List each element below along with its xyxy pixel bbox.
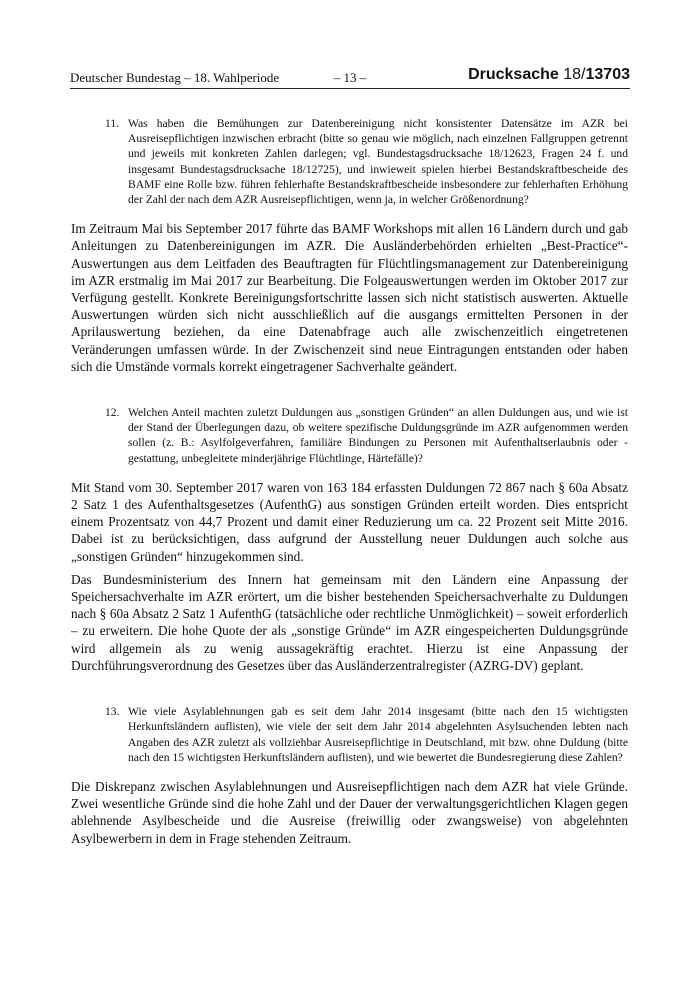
question-number: 12. bbox=[105, 406, 120, 420]
question-11 bbox=[71, 116, 628, 207]
page-number: – 13 – bbox=[333, 70, 367, 85]
question-13 bbox=[71, 704, 628, 765]
question-text: Welchen Anteil machten zuletzt Duldungen aus „sonstigen Gründen“ an allen Duldungen aus, und wie ist der Stand der Überlegungen dazu, ob weitere spezifische Duldungsgründe im AZR aufgenommen werden sollen (z. B.: Asylfolgeverfahren, familiäre Bindungen zu Personen mit Aufenthaltserlaubnis oder -gestattung, unbegleitete minderjährige Flüchtlinge, Härtefälle)? bbox=[128, 406, 628, 465]
document-number-bold: 13703 bbox=[585, 66, 630, 83]
document-label: Drucksache bbox=[468, 66, 559, 83]
answer-11: Im Zeitraum Mai bis September 2017 führte das BAMF Workshops mit allen 16 Ländern durch und gab Anleitungen zu Datenbereinigungen im AZR. Die Ausländerbehörden erhielten „Best-Practice“-Auswertungen aus dem Leitfaden des Beauftragten für Flüchtlingsmanagement zur Datenbereinigung im AZR erstmalig im Mai 2017 zur Bearbeitung. Die Folgeauswertungen werden im Oktober 2017 zur Verfügung gestellt. Konkrete Bereinigungsfortschritte lassen sich nicht statistisch auswerten. Aktuelle Auswertungen würden sich nicht ausschließlich auf die ausgangs ermittelten Personen in der Aprilauswertung beziehen, da eine Datenabfrage auch alle zwischenzeitlich eingetretenen Veränderungen umfassen würde. In der Zwischenzeit sind neue Eintragungen entstanden oder haben sich die Umstände vormals korrekt eingetragener Sachverhalte geändert. bbox=[71, 221, 628, 374]
header-parliament: Deutscher Bundestag – 18. Wahlperiode bbox=[70, 70, 280, 85]
answer-12-paragraph-1: Mit Stand vom 30. September 2017 waren von 163 184 erfassten Duldungen 72 867 nach § 60a Absatz 2 Satz 1 des Aufenthaltsgesetzes (AufenthG) aus sonstigen Gründen erteilt worden. Dies entspricht einem Prozentsatz von 44,7 Prozent und damit einer Reduzierung um ca. 22 Prozent seit Mitte 2016. Dabei ist zu berücksichtigen, dass aufgrund der Ausstellung neuer Duldungen auch solche aus „sonstigen Gründen“ hinzugekommen sind. bbox=[71, 479, 628, 564]
question-number: 13. bbox=[105, 705, 120, 719]
question-12 bbox=[71, 405, 628, 466]
answer-12-paragraph-2: Das Bundesministerium des Innern hat gemeinsam mit den Ländern eine Anpassung der Speichersachverhalte im AZR erörtert, um die bisher bestehenden Speichersachverhalte zu Duldungen nach § 60a Absatz 2 Satz 1 AufenthG (tatsächliche oder rechtliche Unmöglichkeit) – soweit erforderlich – zu erweitern. Die hohe Quote der als „sonstige Gründe“ im AZR eingespeicherten Duldungsgründe wird allgemein als zu wenig aussagekräftig erachtet. Hierzu ist eine Anpassung der Durchführungsverordnung des Gesetzes über das Ausländerzentralregister (AZRG-DV) geplant. bbox=[71, 571, 628, 673]
document-body bbox=[71, 116, 628, 847]
document-number-prefix: 18/ bbox=[563, 66, 586, 83]
question-text: Wie viele Asylablehnungen gab es seit dem Jahr 2014 insgesamt (bitte nach den 15 wichtigsten Herkunftsländern auflisten), wie viele der seit dem Jahr 2014 abgelehnten Asylsuchenden lebten nach Angaben des AZR zuletzt als vollziehbar Ausreisepflichtige in Deutschland, mit bzw. ohne Duldung (bitte nach den 15 wichtigsten Herkunftsländern auflisten), und wie bewertet die Bundesregierung diese Zahlen? bbox=[128, 705, 628, 764]
question-number: 11. bbox=[105, 117, 120, 130]
page-header bbox=[70, 66, 630, 88]
question-text: Was haben die Bemühungen zur Datenbereinigung nicht konsistenter Datensätze im AZR bei Ausreisepflichtigen inzwischen erbracht (bitte so genau wie möglich, nach einzelnen Fallgruppen getrennt und jeweils mit konkreten Zahlen darlegen; vgl. Bundestagsdrucksache 18/12623, Fragen 24 f. und insgesamt Bundestagsdrucksache 18/12725), und inwieweit spielen hierbei Bestandskraftbescheide des BAMF eine Rolle bzw. führen fehlerhafte Bestandskraftbescheide insbesondere zur fehlerhaften Erhöhung der Zahl der nach dem AZR Ausreisepflichtigen, wenn ja, in welcher Größenordnung? bbox=[128, 117, 628, 207]
answer-13: Die Diskrepanz zwischen Asylablehnungen und Ausreisepflichtigen nach dem AZR hat viele Gründe. Zwei wesentliche Gründe sind die hohe Zahl und der Dauer der verwaltungsgerichtlichen Klagen gegen ablehnende Asylbescheide und die Ausreise (freiwillig oder zwangsweise) von abgelehnten Asylbewerbern in dem in Frage stehenden Zeitraum. bbox=[71, 778, 628, 846]
document-number bbox=[468, 66, 630, 84]
header-rule bbox=[70, 88, 630, 89]
